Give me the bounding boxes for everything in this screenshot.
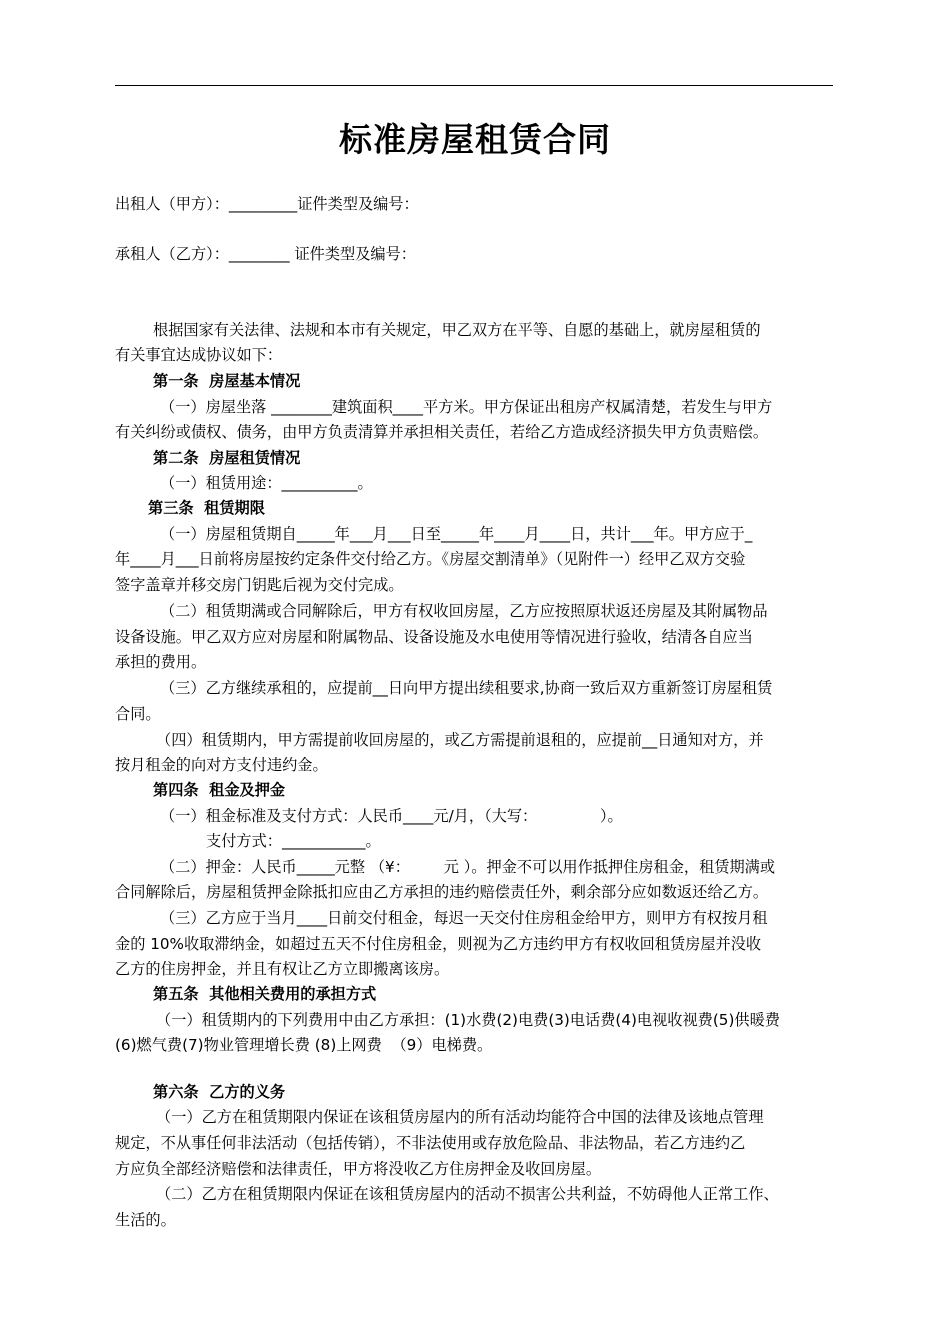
clause-line: 承担的费用。 <box>115 653 207 671</box>
clause-line: （二）乙方在租赁期限内保证在该租赁房屋内的活动不损害公共利益，不妨碍他人正常工作、 <box>156 1185 779 1203</box>
article-6-heading: 第六条 乙方的义务 <box>153 1083 286 1101</box>
clause-line: （二）租赁期满或合同解除后，甲方有权收回房屋，乙方应按照原状返还房屋及其附属物品 <box>160 602 768 620</box>
clause-line: 合同解除后，房屋租赁押金除抵扣应由乙方承担的违约赔偿责任外，剩余部分应如数返还给乙方。 <box>115 883 769 901</box>
clause-line: (6)燃气费(7)物业管理增长费 (8)上网费 （9）电梯费。 <box>115 1036 493 1054</box>
document-title: 标准房屋租赁合同 <box>339 120 611 159</box>
clause-line: 年____月___日前将房屋按约定条件交付给乙方。《房屋交割清单》（见附件一）经甲乙双方交验 <box>115 550 746 568</box>
clause-line: 乙方的住房押金，并且有权让乙方立即搬离该房。 <box>115 960 450 978</box>
clause-line: （四）租赁期内，甲方需提前收回房屋的，或乙方需提前退租的，应提前__日通知对方，并 <box>156 731 764 749</box>
clause-line: 设备设施。甲乙双方应对房屋和附属物品、设备设施及水电使用等情况进行验收，结清各自应当 <box>115 628 753 646</box>
clause-line: （一）租金标准及支付方式：人民币____元/月，（大写： ）。 <box>160 807 623 825</box>
preamble-line: 根据国家有关法律、法规和本市有关规定，甲乙双方在平等、自愿的基础上，就房屋租赁的 <box>153 321 761 339</box>
article-2-heading: 第二条 房屋租赁情况 <box>153 449 301 467</box>
article-4-heading: 第四条 租金及押金 <box>153 781 286 799</box>
clause-line: 按月租金的向对方支付违约金。 <box>115 756 328 774</box>
clause-line: 签字盖章并移交房门钥匙后视为交付完成。 <box>115 576 404 594</box>
clause-line: （三）乙方继续承租的，应提前__日向甲方提出续租要求,协商一致后双方重新签订房屋租赁 <box>160 679 773 697</box>
lessor-line: 出租人（甲方）：_________证件类型及编号： <box>115 195 419 213</box>
clause-line: 生活的。 <box>115 1211 176 1229</box>
clause-line: 有关纠纷或债权、债务，由甲方负责清算并承担相关责任，若给乙方造成经济损失甲方负责赔偿。 <box>115 423 769 441</box>
header-rule <box>115 85 833 86</box>
clause-line: 金的 10%收取滞纳金，如超过五天不付住房租金，则视为乙方违约甲方有权收回租赁房屋并没收 <box>115 935 762 953</box>
clause-line: （三）乙方应于当月____日前交付租金，每迟一天交付住房租金给甲方，则甲方有权按月租 <box>160 909 768 927</box>
article-1-heading: 第一条 房屋基本情况 <box>153 372 301 390</box>
article-3-heading: 第三条 租赁期限 <box>148 499 265 517</box>
clause-line: （一）乙方在租赁期限内保证在该租赁房屋内的所有活动均能符合中国的法律及该地点管理 <box>156 1108 764 1126</box>
clause-line: 方应负全部经济赔偿和法律责任，甲方将没收乙方住房押金及收回房屋。 <box>115 1160 601 1178</box>
clause-line: 合同。 <box>115 705 161 723</box>
clause-line: 规定，不从事任何非法活动（包括传销），不非法使用或存放危险品、非法物品，若乙方违约乙 <box>115 1134 746 1152</box>
preamble-line: 有关事宜达成协议如下： <box>115 346 283 364</box>
clause-line: （一）房屋坐落 ________建筑面积____平方米。甲方保证出租房产权属清楚，若发生与甲方 <box>160 398 773 416</box>
clause-line: （一）租赁期内的下列费用中由乙方承担：(1)水费(2)电费(3)电话费(4)电视收视费(5)供暖费 <box>156 1011 780 1029</box>
clause-line: 支付方式：___________。 <box>206 832 381 850</box>
clause-line: （一）租赁用途：__________。 <box>160 474 373 492</box>
lessee-line: 承租人（乙方）：________ 证件类型及编号： <box>115 245 416 263</box>
article-5-heading: 第五条 其他相关费用的承担方式 <box>153 985 377 1003</box>
clause-line: （二）押金：人民币_____元整 （¥： 元 ）。押金不可以用作抵押住房租金，租赁期满或 <box>160 858 776 876</box>
clause-line: （一）房屋租赁期自_____年___月___日至_____年____月____日，共计___年。甲方应于_ <box>160 525 753 543</box>
